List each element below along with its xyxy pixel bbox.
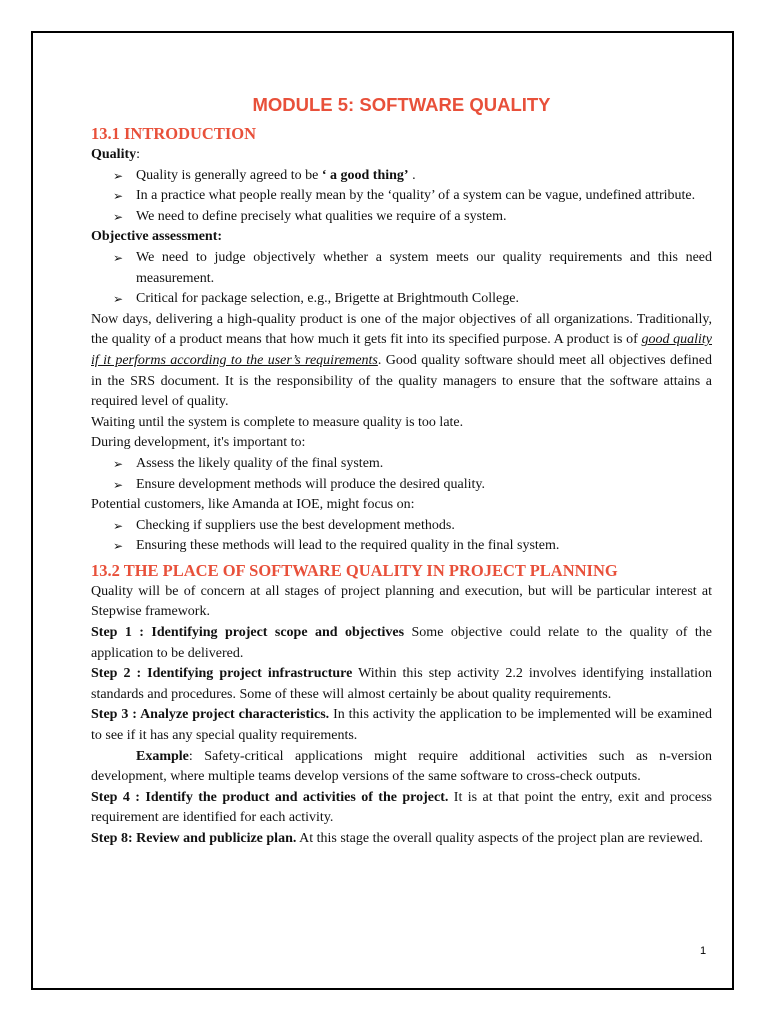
step-label: Step 4 : Identify the product and activities of the project. (91, 789, 449, 805)
development-list (91, 454, 712, 495)
step-paragraph (91, 623, 712, 664)
list-item (91, 454, 712, 475)
list-item (91, 289, 712, 310)
section-heading-project-planning: 13.2 THE PLACE OF SOFTWARE QUALITY IN PROJECT PLANNING (91, 560, 618, 580)
paragraph: Waiting until the system is complete to measure quality is too late. (91, 414, 464, 430)
emphasis-text: good quality if it performs according to the user’s requirements (91, 332, 712, 368)
section-heading-introduction: 13.1 INTRODUCTION (91, 124, 257, 143)
quality-item-post: . (408, 167, 416, 183)
arrowhead-bullet-icon: ➢ (113, 168, 124, 183)
step-text: In this activity the application to be implemented will be examined to see if it has any special quality requirements. (91, 707, 712, 744)
list-item (91, 516, 712, 537)
list-item (91, 536, 712, 557)
quality-item-bold: ‘ a good thing’ (321, 167, 409, 183)
arrowhead-bullet-icon: ➢ (113, 539, 124, 554)
example-paragraph (91, 747, 712, 788)
customer-item-text: Checking if suppliers use the best development methods. (136, 517, 455, 533)
paragraph: Quality will be of concern at all stages of project planning and execution, but will be particular interest at Stepwise framework. (91, 583, 712, 620)
quality-heading (91, 145, 712, 166)
para-text: . Good quality software should meet all objectives defined in the SRS document. It is the responsibility of the quality managers to ensure that the software attains a required level of quality. (91, 352, 712, 410)
objective-list (91, 248, 712, 310)
step-paragraph (91, 664, 712, 705)
step-text: It is at that point the entry, exit and process requirement are identified for each activity. (91, 789, 713, 826)
step-paragraph (91, 829, 712, 850)
step-text: At this stage the overall quality aspects of the project plan are reviewed. (296, 831, 703, 846)
objective-item-text: We need to judge objectively whether a system meets our quality requirements and this need measurement. (136, 249, 712, 286)
customer-list (91, 516, 712, 557)
objective-assessment-label: Objective assessment: (91, 229, 223, 245)
objective-item-text: Critical for package selection, e.g., Brigette at Brightmouth College. (136, 291, 519, 307)
quality-item-text: In a practice what people really mean by the ‘quality’ of a system can be vague, undefined attribute. (136, 188, 696, 204)
intro-paragraph (91, 310, 712, 413)
arrowhead-bullet-icon: ➢ (113, 518, 124, 533)
para-text: Now days, delivering a high-quality product is one of the major objectives of all organizations. Traditionally, the quality of a product means that how much it gets fit into its specified purpose. A product is of (91, 311, 712, 348)
quality-item-pre: Quality is generally agreed to be (136, 167, 322, 183)
page-number: 1 (700, 945, 707, 957)
arrowhead-bullet-icon: ➢ (113, 477, 124, 492)
step-label: Step 2 : Identifying project infrastructure (91, 666, 353, 682)
step-label: Step 1 : Identifying project scope and objectives (91, 625, 405, 641)
quality-list (91, 166, 712, 228)
quality-label: Quality (91, 147, 137, 162)
list-item (91, 475, 712, 496)
customer-item-text: Ensuring these methods will lead to the required quality in the final system. (136, 538, 560, 554)
step-text: Some objective could relate to the quality of the application to be delivered. (91, 625, 713, 661)
arrowhead-bullet-icon: ➢ (113, 209, 124, 224)
paragraph: Potential customers, like Amanda at IOE, might focus on: (91, 497, 415, 513)
dev-item-text: Ensure development methods will produce the desired quality. (136, 476, 486, 492)
arrowhead-bullet-icon: ➢ (113, 250, 124, 265)
example-text: : Safety-critical applications might require additional activities such as n-version development, where multiple teams develop versions of the same software to cross-check outputs. (91, 748, 712, 785)
paragraph: During development, it's important to: (91, 435, 306, 451)
quality-item-text: We need to define precisely what qualities we require of a system. (136, 208, 507, 224)
step-paragraph (91, 705, 712, 746)
document-body (91, 88, 712, 850)
example-label: Example (136, 748, 189, 764)
module-title: MODULE 5: SOFTWARE QUALITY (252, 94, 551, 115)
arrowhead-bullet-icon: ➢ (113, 292, 124, 307)
dev-item-text: Assess the likely quality of the final system. (136, 455, 384, 471)
list-item (91, 248, 712, 289)
arrowhead-bullet-icon: ➢ (113, 456, 124, 471)
list-item (91, 186, 712, 207)
list-item (91, 207, 712, 228)
step-text: Within this step activity 2.2 involves identifying installation standards and procedures. Some of these will almost certainly be about quality requirements. (91, 666, 712, 702)
list-item (91, 166, 712, 187)
step-paragraph (91, 788, 712, 829)
quality-colon: : (136, 147, 141, 162)
arrowhead-bullet-icon: ➢ (113, 189, 124, 204)
step-label: Step 3 : Analyze project characteristics. (91, 707, 330, 723)
step-label: Step 8: Review and publicize plan. (91, 831, 297, 846)
